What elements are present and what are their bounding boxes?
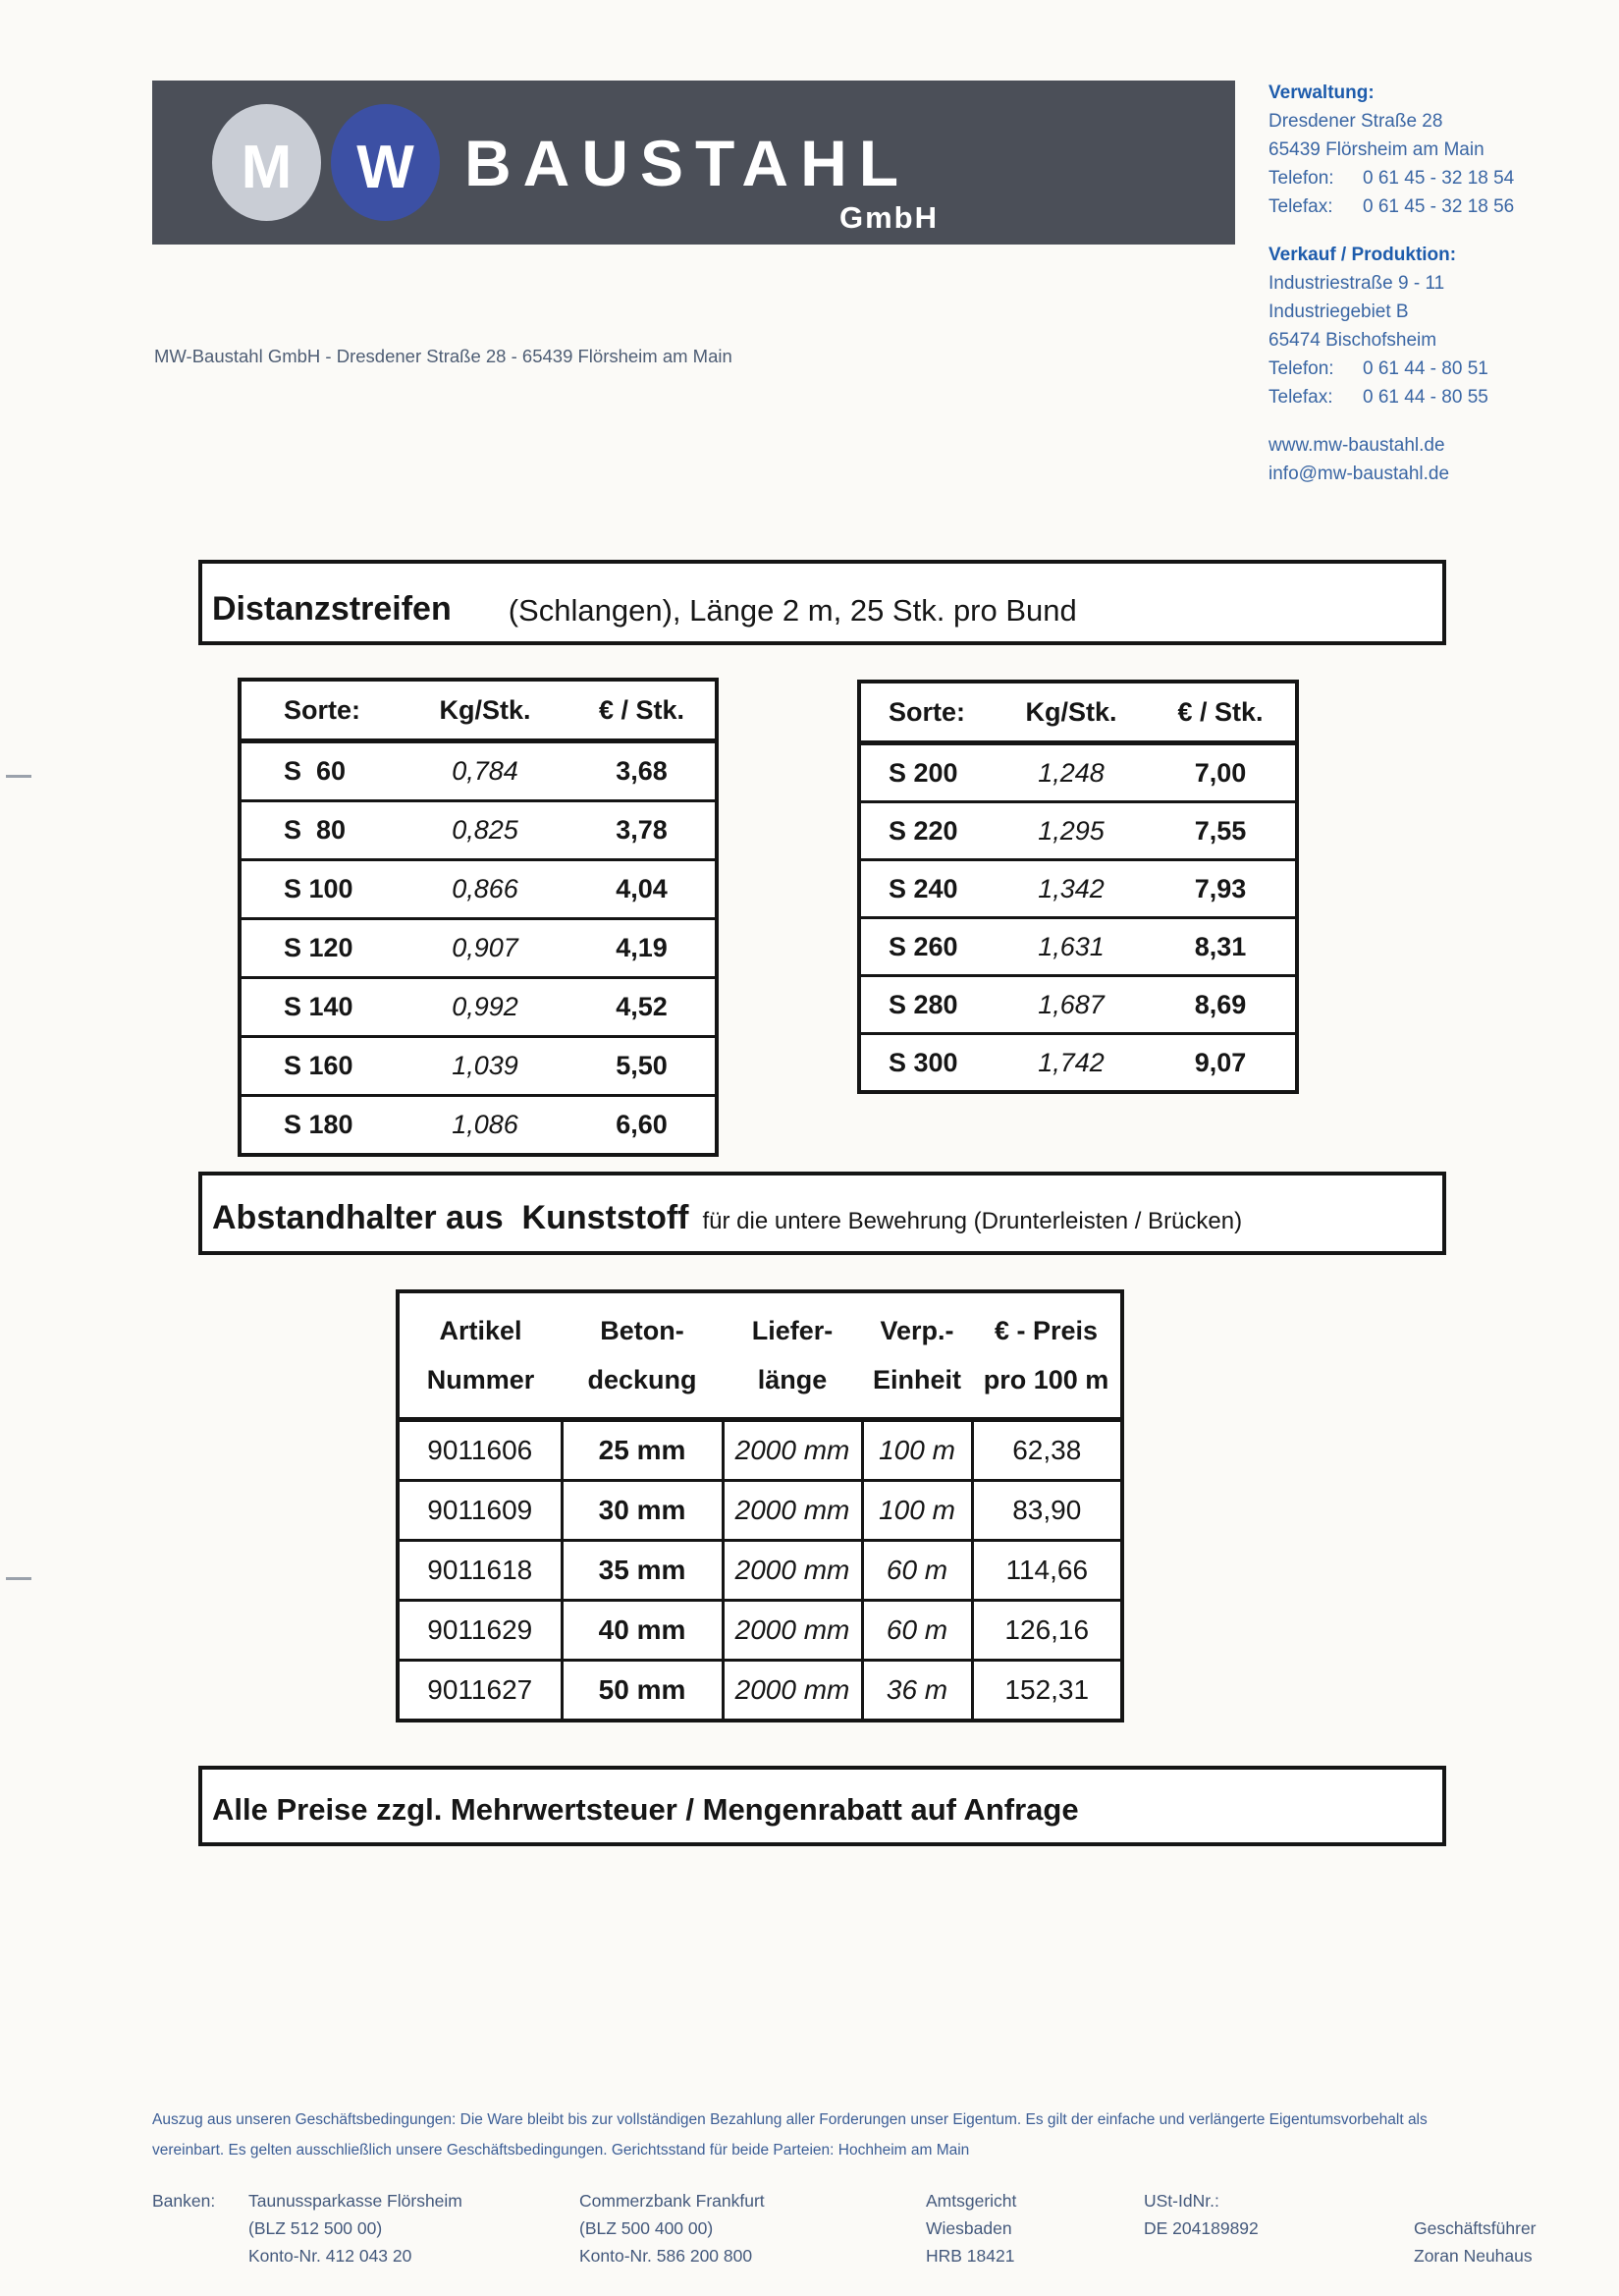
fold-mark xyxy=(6,1577,31,1580)
company-logo-banner xyxy=(152,81,1235,245)
sender-address-line: MW-Baustahl GmbH - Dresdener Straße 28 - 65439 Flörsheim am Main xyxy=(154,346,732,366)
web-block xyxy=(1268,431,1612,488)
verkauf-city: 65474 Bischofsheim xyxy=(1268,330,1437,351)
logo-m-circle xyxy=(212,104,321,221)
cell-liefer: 2000 mm xyxy=(723,1661,862,1722)
table-row xyxy=(859,976,1297,1034)
fold-mark xyxy=(6,775,31,778)
verkauf-telefon xyxy=(1268,355,1612,383)
cell-verp: 60 m xyxy=(862,1601,972,1661)
logo-letter-m: M xyxy=(241,134,293,201)
cell-kg: 0,825 xyxy=(402,801,568,860)
table-row xyxy=(240,801,717,860)
cell-eur: 6,60 xyxy=(568,1096,717,1156)
gf-label: Geschäftsführer xyxy=(1414,2218,1537,2238)
brand-suffix: GmbH xyxy=(839,200,939,235)
cell-eur: 8,31 xyxy=(1146,918,1297,976)
table-row xyxy=(240,860,717,919)
table-row xyxy=(240,741,717,801)
cell-verp: 100 m xyxy=(862,1481,972,1541)
cell-artikel: 9011629 xyxy=(398,1601,562,1661)
header-line: länge xyxy=(757,1365,828,1394)
cell-eur: 4,04 xyxy=(568,860,717,919)
header-line: Liefer- xyxy=(751,1316,834,1345)
header-line: Beton- xyxy=(600,1316,684,1345)
header-line: pro 100 m xyxy=(983,1365,1109,1394)
telefon-label: Telefon: xyxy=(1268,168,1334,189)
cell-eur: 5,50 xyxy=(568,1037,717,1096)
cell-kg: 1,086 xyxy=(402,1096,568,1156)
section-subtitle: für die untere Bewehrung (Drunterleisten / Brücken) xyxy=(702,1208,1243,1234)
cell-artikel: 9011606 xyxy=(398,1420,562,1481)
registry-court xyxy=(926,2187,1016,2269)
cell-sorte: S 140 xyxy=(240,978,402,1037)
cell-preis: 152,31 xyxy=(972,1661,1122,1722)
header-eur: € / Stk. xyxy=(1146,682,1297,743)
cell-eur: 3,68 xyxy=(568,741,717,801)
logo-w-circle xyxy=(331,104,440,221)
table-row xyxy=(398,1481,1122,1541)
verwaltung-city: 65439 Flörsheim am Main xyxy=(1268,139,1484,160)
bank-konto: Konto-Nr. 586 200 800 xyxy=(579,2246,753,2266)
table-row xyxy=(859,918,1297,976)
terms-excerpt xyxy=(152,2105,1428,2165)
cell-kg: 1,039 xyxy=(402,1037,568,1096)
verkauf-street: Industriestraße 9 - 11 xyxy=(1268,273,1445,294)
gf-name: Zoran Neuhaus xyxy=(1414,2246,1533,2266)
header-line: deckung xyxy=(587,1365,697,1394)
cell-preis: 62,38 xyxy=(972,1420,1122,1481)
bank-blz: (BLZ 500 400 00) xyxy=(579,2218,714,2238)
cell-eur: 7,00 xyxy=(1146,743,1297,802)
telefon-label: Telefon: xyxy=(1268,358,1334,379)
cell-sorte: S 80 xyxy=(240,801,402,860)
table-row xyxy=(398,1661,1122,1722)
header-beton xyxy=(562,1291,723,1420)
table-row xyxy=(398,1420,1122,1481)
cell-eur: 7,93 xyxy=(1146,860,1297,918)
cell-beton: 50 mm xyxy=(562,1661,723,1722)
cell-eur: 9,07 xyxy=(1146,1034,1297,1093)
verkauf-block xyxy=(1268,241,1612,411)
bank-taunussparkasse xyxy=(248,2187,462,2269)
section-title: Distanzstreifen xyxy=(212,590,452,628)
cell-sorte: S 300 xyxy=(859,1034,997,1093)
table-header-row xyxy=(859,682,1297,743)
cell-sorte: S 160 xyxy=(240,1037,402,1096)
cell-sorte: S 120 xyxy=(240,919,402,978)
vat-label: USt-IdNr.: xyxy=(1144,2191,1219,2211)
cell-kg: 0,866 xyxy=(402,860,568,919)
cell-kg: 0,992 xyxy=(402,978,568,1037)
table-row xyxy=(398,1601,1122,1661)
header-line: € - Preis xyxy=(994,1316,1099,1345)
verkauf-telefax xyxy=(1268,383,1612,411)
distanzstreifen-table-right xyxy=(857,680,1299,1094)
cell-kg: 1,631 xyxy=(997,918,1146,976)
cell-sorte: S 260 xyxy=(859,918,997,976)
distanzstreifen-table-left xyxy=(238,678,719,1157)
cell-liefer: 2000 mm xyxy=(723,1541,862,1601)
cell-verp: 100 m xyxy=(862,1420,972,1481)
table-row xyxy=(859,1034,1297,1093)
cell-kg: 0,784 xyxy=(402,741,568,801)
verkauf-area: Industriegebiet B xyxy=(1268,301,1409,322)
cell-artikel: 9011609 xyxy=(398,1481,562,1541)
distanzstreifen-title-box xyxy=(198,560,1446,645)
header-line: Nummer xyxy=(426,1365,535,1394)
table-header-row xyxy=(398,1291,1122,1420)
cell-kg: 0,907 xyxy=(402,919,568,978)
terms-line-2: vereinbart. Es gelten ausschließlich unsere Geschäftsbedingungen. Gerichtsstand für beide Parteien: Hochheim am Main xyxy=(152,2142,970,2159)
table-row xyxy=(859,860,1297,918)
cell-verp: 60 m xyxy=(862,1541,972,1601)
header-line: Verp.- xyxy=(880,1316,954,1345)
table-row xyxy=(240,978,717,1037)
court-city: Wiesbaden xyxy=(926,2218,1012,2238)
terms-line-1: Auszug aus unseren Geschäftsbedingungen: Die Ware bleibt bis zur vollständigen Bezahlung aller Forderungen unser Eigentum. Es gilt der einfache und verlängerte Eigentumsvorbehalt als xyxy=(152,2111,1428,2128)
table-row xyxy=(859,802,1297,860)
cell-sorte: S 240 xyxy=(859,860,997,918)
bank-commerzbank xyxy=(579,2187,765,2269)
cell-sorte: S 180 xyxy=(240,1096,402,1156)
header-kg: Kg/Stk. xyxy=(997,682,1146,743)
verwaltung-telefon xyxy=(1268,164,1612,192)
contact-info-column xyxy=(1268,79,1612,508)
abstandhalter-table xyxy=(396,1289,1124,1722)
cell-eur: 8,69 xyxy=(1146,976,1297,1034)
cell-kg: 1,248 xyxy=(997,743,1146,802)
table-row xyxy=(398,1541,1122,1601)
cell-liefer: 2000 mm xyxy=(723,1481,862,1541)
website-url: www.mw-baustahl.de xyxy=(1268,435,1445,456)
cell-liefer: 2000 mm xyxy=(723,1420,862,1481)
brand-name: BAUSTAHL xyxy=(464,127,911,199)
header-artikel xyxy=(398,1291,562,1420)
cell-eur: 7,55 xyxy=(1146,802,1297,860)
bank-name: Taunussparkasse Flörsheim xyxy=(248,2191,462,2211)
court-hrb: HRB 18421 xyxy=(926,2246,1015,2266)
header-sorte: Sorte: xyxy=(859,682,997,743)
cell-sorte: S 220 xyxy=(859,802,997,860)
verwaltung-telefax xyxy=(1268,192,1612,221)
email-address: info@mw-baustahl.de xyxy=(1268,464,1450,484)
table-row xyxy=(240,919,717,978)
price-notice-text: Alle Preise zzgl. Mehrwertsteuer / Mengenrabatt auf Anfrage xyxy=(212,1792,1079,1827)
header-line: Einheit xyxy=(872,1365,961,1394)
cell-kg: 1,687 xyxy=(997,976,1146,1034)
table-header-row xyxy=(240,680,717,741)
cell-preis: 83,90 xyxy=(972,1481,1122,1541)
verwaltung-block xyxy=(1268,79,1612,221)
managing-director xyxy=(1414,2214,1537,2269)
cell-sorte: S 60 xyxy=(240,741,402,801)
cell-kg: 1,295 xyxy=(997,802,1146,860)
header-eur: € / Stk. xyxy=(568,680,717,741)
cell-kg: 1,342 xyxy=(997,860,1146,918)
cell-artikel: 9011627 xyxy=(398,1661,562,1722)
cell-beton: 35 mm xyxy=(562,1541,723,1601)
telefax-label: Telefax: xyxy=(1268,387,1333,408)
telefon-number: 0 61 44 - 80 51 xyxy=(1363,358,1488,379)
price-notice-box xyxy=(198,1766,1446,1846)
telefax-number: 0 61 44 - 80 55 xyxy=(1363,387,1488,408)
telefax-number: 0 61 45 - 32 18 56 xyxy=(1363,196,1515,217)
verkauf-title: Verkauf / Produktion: xyxy=(1268,245,1457,265)
cell-kg: 1,742 xyxy=(997,1034,1146,1093)
cell-artikel: 9011618 xyxy=(398,1541,562,1601)
section-subtitle: (Schlangen), Länge 2 m, 25 Stk. pro Bund xyxy=(508,593,1077,628)
table-row xyxy=(240,1037,717,1096)
bank-konto: Konto-Nr. 412 043 20 xyxy=(248,2246,412,2266)
court-name: Amtsgericht xyxy=(926,2191,1017,2211)
cell-preis: 126,16 xyxy=(972,1601,1122,1661)
bank-name: Commerzbank Frankfurt xyxy=(579,2191,765,2211)
abstandhalter-title-box xyxy=(198,1172,1446,1255)
cell-preis: 114,66 xyxy=(972,1541,1122,1601)
telefax-label: Telefax: xyxy=(1268,196,1333,217)
verwaltung-title: Verwaltung: xyxy=(1268,82,1375,103)
section-title: Abstandhalter aus Kunststoff xyxy=(212,1199,689,1236)
bank-blz: (BLZ 512 500 00) xyxy=(248,2218,383,2238)
vat-value: DE 204189892 xyxy=(1144,2218,1259,2238)
banken-label: Banken: xyxy=(152,2191,216,2211)
cell-eur: 4,52 xyxy=(568,978,717,1037)
cell-beton: 40 mm xyxy=(562,1601,723,1661)
logo-letter-w: W xyxy=(356,134,414,201)
header-liefer xyxy=(723,1291,862,1420)
cell-verp: 36 m xyxy=(862,1661,972,1722)
header-verp xyxy=(862,1291,972,1420)
cell-beton: 30 mm xyxy=(562,1481,723,1541)
cell-beton: 25 mm xyxy=(562,1420,723,1481)
header-preis xyxy=(972,1291,1122,1420)
header-line: Artikel xyxy=(439,1316,522,1345)
telefon-number: 0 61 45 - 32 18 54 xyxy=(1363,168,1515,189)
cell-eur: 4,19 xyxy=(568,919,717,978)
cell-sorte: S 100 xyxy=(240,860,402,919)
table-row xyxy=(240,1096,717,1156)
header-sorte: Sorte: xyxy=(240,680,402,741)
header-kg: Kg/Stk. xyxy=(402,680,568,741)
verwaltung-street: Dresdener Straße 28 xyxy=(1268,111,1443,132)
vat-id xyxy=(1144,2187,1259,2242)
cell-sorte: S 280 xyxy=(859,976,997,1034)
table-row xyxy=(859,743,1297,802)
cell-liefer: 2000 mm xyxy=(723,1601,862,1661)
cell-eur: 3,78 xyxy=(568,801,717,860)
cell-sorte: S 200 xyxy=(859,743,997,802)
